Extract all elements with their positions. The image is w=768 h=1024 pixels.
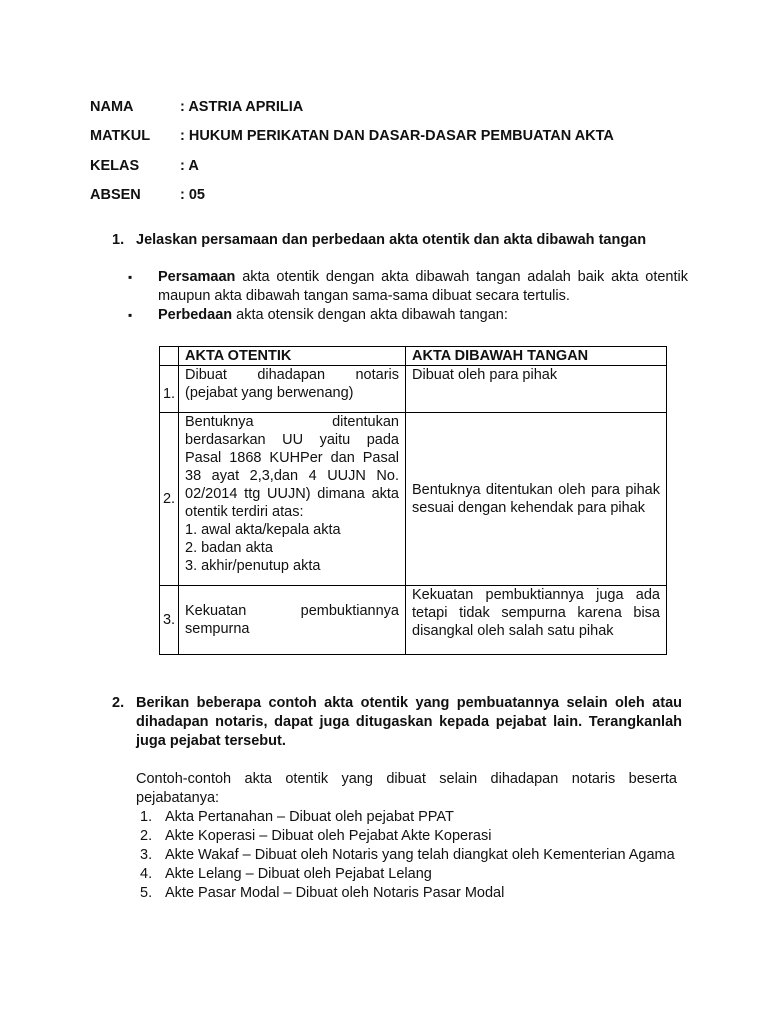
info-label: ABSEN bbox=[90, 187, 141, 204]
question-number: 2. bbox=[112, 695, 125, 711]
table-row bbox=[160, 366, 667, 413]
list-item bbox=[136, 846, 677, 865]
table-cell-number: 2. bbox=[160, 413, 179, 586]
list-item bbox=[136, 827, 677, 846]
list-item bbox=[136, 865, 677, 884]
list-text: Akte Wakaf – Dibuat oleh Notaris yang telah diangkat oleh Kementerian Agama bbox=[165, 847, 675, 863]
table-cell-number: 1. bbox=[160, 366, 179, 413]
info-row-kelas bbox=[90, 151, 614, 181]
info-row-nama bbox=[90, 92, 614, 122]
bullet-icon: ▪ bbox=[128, 308, 133, 322]
table-cell-number: 3. bbox=[160, 586, 179, 655]
info-label: KELAS bbox=[90, 157, 140, 174]
table-cell-otentik: Kekuatan pembuktiannya sempurna bbox=[179, 586, 406, 655]
info-value: : 05 bbox=[180, 187, 205, 204]
table-cell-text: Dibuat dihadapan notaris bbox=[185, 367, 399, 383]
table-cell-dibawah: Dibuat oleh para pihak bbox=[406, 366, 667, 413]
bullet-bold: Perbedaan bbox=[158, 307, 233, 323]
table-row bbox=[160, 586, 667, 655]
list-item bbox=[136, 808, 677, 827]
info-label: NAMA bbox=[90, 98, 134, 115]
table-header-cell bbox=[160, 347, 179, 366]
list-item: 3. akhir/penutup akta bbox=[185, 558, 321, 574]
info-label: MATKUL bbox=[90, 128, 151, 145]
table-cell-otentik bbox=[179, 366, 406, 413]
list-item: 2. badan akta bbox=[185, 540, 273, 556]
list-number: 3. bbox=[140, 847, 153, 863]
question-2 bbox=[112, 694, 682, 751]
table-cell-otentik bbox=[179, 413, 406, 586]
student-info bbox=[90, 92, 614, 210]
info-row-absen bbox=[90, 181, 614, 211]
bullet-text: akta otentik dengan akta dibawah tangan adalah baik akta otentik maupun akta dibawah tangan sama-sama dibuat secara tertulis. bbox=[158, 269, 688, 304]
info-value: : A bbox=[180, 157, 199, 174]
table-header-cell: AKTA DIBAWAH TANGAN bbox=[406, 347, 667, 366]
list-text: Akte Lelang – Dibuat oleh Pejabat Lelang bbox=[165, 866, 432, 882]
question-number: 1. bbox=[112, 232, 125, 248]
table-header-cell: AKTA OTENTIK bbox=[179, 347, 406, 366]
question-text: Berikan beberapa contoh akta otentik yang pembuatannya selain oleh atau dihadapan notaris, dapat juga ditugaskan kepada pejabat lain. Terangkanlah juga pejabat tersebut. bbox=[136, 695, 682, 749]
bullet-persamaan bbox=[128, 268, 688, 306]
info-value: : HUKUM PERIKATAN DAN DASAR-DASAR PEMBUATAN AKTA bbox=[180, 128, 614, 145]
answer-1-bullets bbox=[128, 268, 688, 325]
question-text: Jelaskan persamaan dan perbedaan akta otentik dan akta dibawah tangan bbox=[136, 232, 647, 248]
table-cell-dibawah: Kekuatan pembuktiannya juga ada tetapi tidak sempurna karena bisa disangkal oleh salah satu pihak bbox=[406, 586, 667, 655]
list-number: 1. bbox=[140, 809, 153, 825]
list-text: Akta Pertanahan – Dibuat oleh pejabat PPAT bbox=[165, 809, 454, 825]
info-row-matkul bbox=[90, 122, 614, 152]
table-cell-text: Bentuknya ditentukan berdasarkan UU yaitu pada Pasal 1868 KUHPer dan Pasal 38 ayat 2,3,dan 4 UUJN No. 02/2014 ttg UUJN) dimana akta otentik terdiri atas: bbox=[185, 414, 399, 520]
bullet-bold: Persamaan bbox=[158, 269, 236, 285]
table-row bbox=[160, 413, 667, 586]
list-text: Akte Koperasi – Dibuat oleh Pejabat Akte Koperasi bbox=[165, 828, 492, 844]
list-number: 5. bbox=[140, 885, 153, 901]
comparison-table bbox=[159, 346, 667, 655]
answer-2-list bbox=[136, 808, 677, 903]
list-item bbox=[136, 884, 677, 903]
table-cell-text: (pejabat yang berwenang) bbox=[185, 385, 354, 401]
list-text: Akte Pasar Modal – Dibuat oleh Notaris Pasar Modal bbox=[165, 885, 505, 901]
bullet-perbedaan bbox=[128, 306, 688, 325]
info-value: : ASTRIA APRILIA bbox=[180, 98, 304, 115]
list-item: 1. awal akta/kepala akta bbox=[185, 522, 341, 538]
table-header-row bbox=[160, 347, 667, 366]
bullet-text: akta otensik dengan akta dibawah tangan: bbox=[232, 307, 508, 323]
list-number: 4. bbox=[140, 866, 153, 882]
list-number: 2. bbox=[140, 828, 153, 844]
answer-2-intro: Contoh-contoh akta otentik yang dibuat selain dihadapan notaris beserta pejabatanya: bbox=[136, 771, 677, 806]
table-cell-dibawah: Bentuknya ditentukan oleh para pihak sesuai dengan kehendak para pihak bbox=[406, 413, 667, 586]
bullet-icon: ▪ bbox=[128, 270, 133, 284]
